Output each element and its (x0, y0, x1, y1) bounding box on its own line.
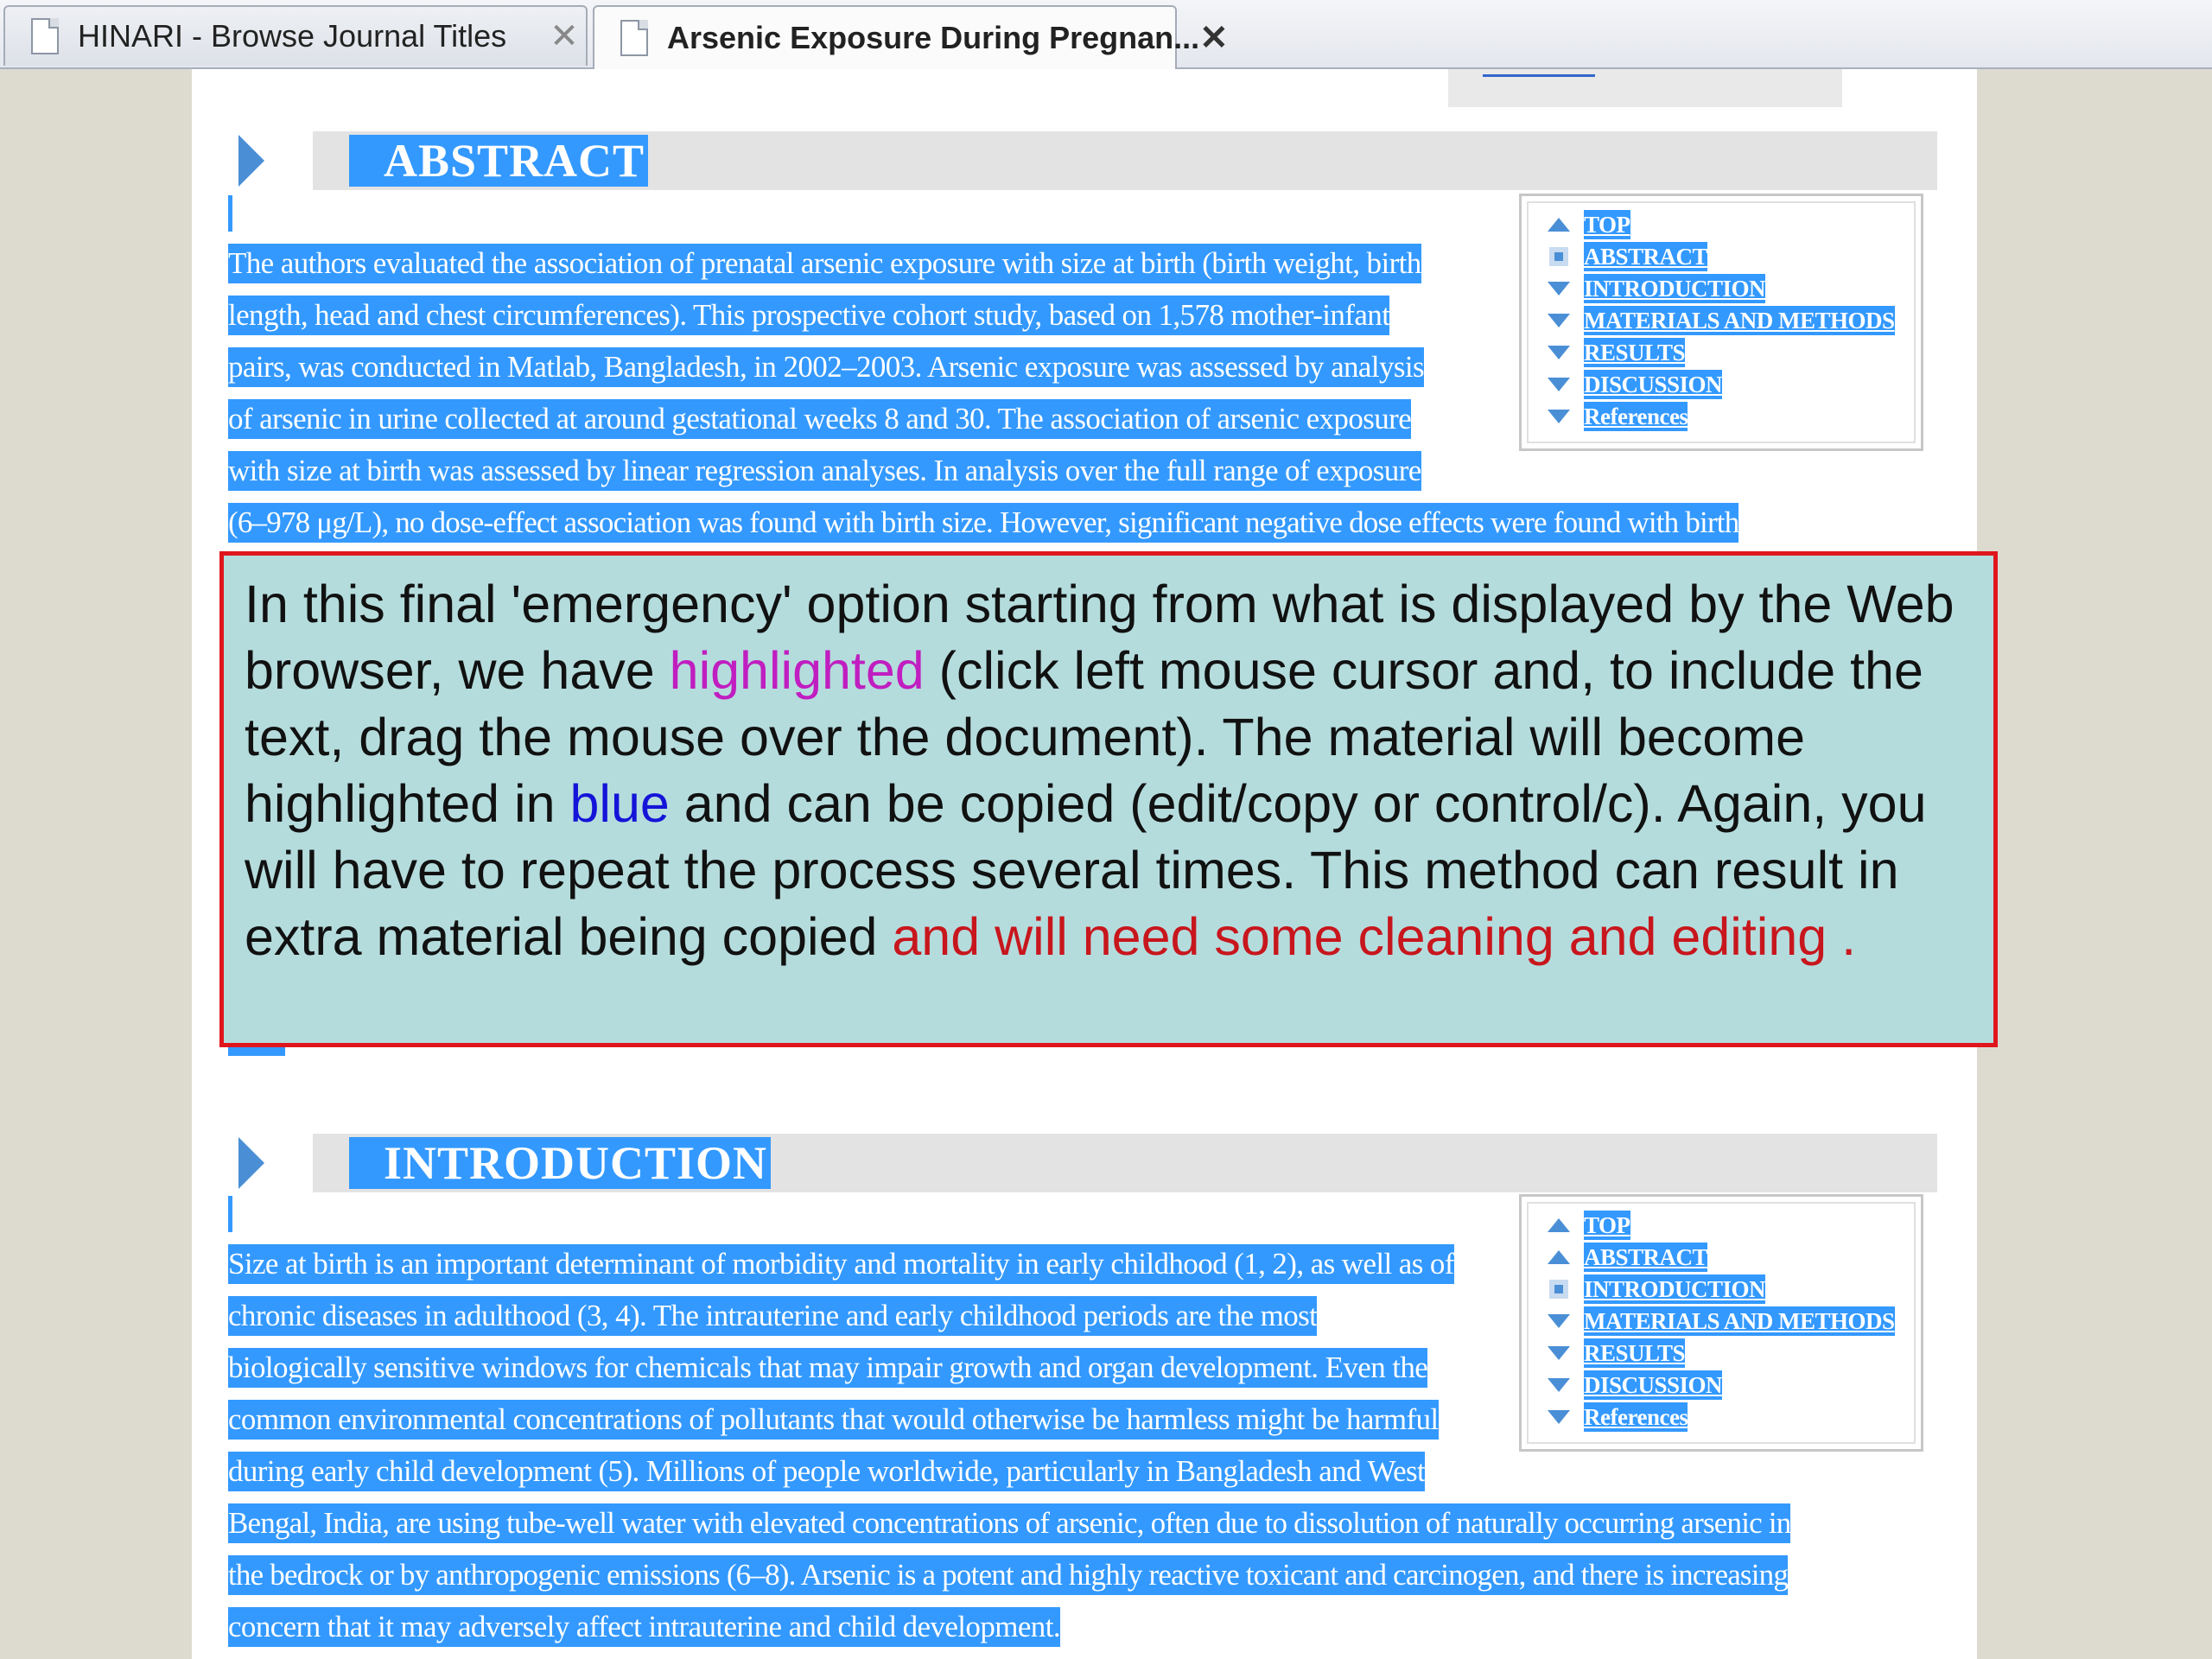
down-arrow-icon (1548, 1378, 1570, 1392)
toc-item-results[interactable]: RESULTS (1546, 1337, 1895, 1369)
abstract-line[interactable]: length, head and chest circumferences). This prospective cohort study, based on 1,578 mother-infant (228, 296, 1389, 335)
tab-label: HINARI - Browse Journal Titles (78, 18, 507, 54)
abstract-line[interactable]: (6–978 μg/L), no dose-effect association was found with birth size. However, significant negative dose effects were found with birth (228, 503, 1738, 543)
introduction-title: INTRODUCTION (349, 1137, 771, 1189)
callout-highlighted-word: highlighted (669, 641, 925, 700)
callout-warning-text: and will need some cleaning and editing . (892, 907, 1857, 966)
down-arrow-icon (1548, 282, 1570, 296)
up-arrow-icon (1548, 1250, 1570, 1264)
down-arrow-icon (1548, 378, 1570, 391)
toc-item-discussion[interactable]: DISCUSSION (1546, 1369, 1895, 1401)
toc-item-abstract[interactable]: ABSTRACT (1546, 240, 1895, 272)
introduction-line[interactable]: Bengal, India, are using tube-well water with elevated concentrations of arsenic, often due to dissolution of naturally occurring arsenic in (228, 1503, 1790, 1543)
introduction-line[interactable]: Size at birth is an important determinant of morbidity and mortality in early childhood (1, 2), as well as of (228, 1244, 1454, 1284)
top-widget (1448, 69, 1842, 107)
text-caret (228, 195, 232, 232)
toc-item-introduction[interactable]: INTRODUCTION (1546, 272, 1895, 304)
abstract-title: ABSTRACT (349, 135, 648, 187)
down-arrow-icon (1548, 314, 1570, 327)
current-section-icon (1549, 1280, 1568, 1299)
toc-item-references[interactable]: References (1546, 1401, 1895, 1433)
abstract-toc-box (1519, 194, 1923, 451)
toc-item-results[interactable]: RESULTS (1546, 336, 1895, 368)
up-arrow-icon (1548, 218, 1570, 232)
introduction-line[interactable]: common environmental concentrations of pollutants that would otherwise be harmless might be harmful (228, 1400, 1439, 1440)
toc-item-abstract[interactable]: ABSTRACT (1546, 1241, 1895, 1273)
introduction-line[interactable]: biologically sensitive windows for chemicals that may impair growth and organ development. Even the (228, 1348, 1427, 1388)
abstract-line[interactable]: of arsenic in urine collected at around gestational weeks 8 and 30. The association of arsenic exposure (228, 399, 1411, 439)
toc-item-methods[interactable]: MATERIALS AND METHODS (1546, 304, 1895, 336)
abstract-header (313, 131, 1937, 190)
abstract-paragraph[interactable] (228, 244, 1739, 555)
page-icon (620, 20, 648, 56)
section-arrow-icon (238, 1137, 264, 1189)
link-fragment[interactable] (1483, 64, 1595, 77)
toc-item-references[interactable]: References (1546, 400, 1895, 432)
toc-item-discussion[interactable]: DISCUSSION (1546, 368, 1895, 400)
introduction-line[interactable]: during early child development (5). Millions of people worldwide, particularly in Bangladesh and West (228, 1452, 1425, 1491)
down-arrow-icon (1548, 1410, 1570, 1424)
current-section-icon (1549, 247, 1568, 266)
abstract-line[interactable]: The authors evaluated the association of prenatal arsenic exposure with size at birth (birth weight, birth (228, 244, 1421, 283)
close-icon[interactable]: ✕ (1199, 19, 1229, 57)
down-arrow-icon (1548, 1346, 1570, 1360)
callout-text-2: (click left mouse cursor and, to include the text, drag the mouse over the document). The material will become highlighted in (245, 641, 1923, 833)
callout-text-3: and can be copied (edit/copy or control/c). Again, you will have to repeat the process several times. This method can result in extra material being copied (245, 774, 1927, 966)
tab-hinari-browse[interactable] (3, 5, 588, 66)
callout-text-1: In this final 'emergency' option starting from what is displayed by the Web browser, we have (245, 575, 1955, 700)
browser-tab-bar (0, 0, 2212, 69)
introduction-line[interactable]: chronic diseases in adulthood (3, 4). The intrauterine and early childhood periods are the most (228, 1296, 1317, 1336)
toc-item-introduction[interactable]: INTRODUCTION (1546, 1273, 1895, 1305)
up-arrow-icon (1548, 1218, 1570, 1232)
down-arrow-icon (1548, 410, 1570, 423)
introduction-header (313, 1134, 1937, 1192)
tab-label: Arsenic Exposure During Pregnan... (667, 20, 1200, 55)
down-arrow-icon (1548, 346, 1570, 359)
text-caret (228, 1196, 232, 1232)
page-icon (31, 18, 59, 54)
toc-item-methods[interactable]: MATERIALS AND METHODS (1546, 1305, 1895, 1337)
toc-item-top[interactable]: TOP (1546, 208, 1895, 240)
toc-item-top[interactable]: TOP (1546, 1209, 1895, 1241)
callout-blue-word: blue (569, 774, 670, 833)
introduction-line[interactable]: the bedrock or by anthropogenic emissions (6–8). Arsenic is a potent and highly reactive toxicant and carcinogen, and there is increasing (228, 1555, 1788, 1595)
selection-fragment (228, 1047, 285, 1056)
abstract-line[interactable]: with size at birth was assessed by linear regression analyses. In analysis over the full range of exposure (228, 451, 1421, 491)
tab-arsenic-article[interactable] (593, 5, 1229, 69)
instruction-callout (219, 551, 1998, 1047)
close-icon[interactable]: ✕ (550, 17, 579, 55)
section-arrow-icon (238, 135, 264, 187)
abstract-line[interactable]: pairs, was conducted in Matlab, Bangladesh, in 2002–2003. Arsenic exposure was assessed by analysis (228, 347, 1424, 387)
introduction-line[interactable]: concern that it may adversely affect intrauterine and child development. (228, 1607, 1060, 1647)
introduction-toc-box (1519, 1194, 1923, 1452)
down-arrow-icon (1548, 1314, 1570, 1328)
